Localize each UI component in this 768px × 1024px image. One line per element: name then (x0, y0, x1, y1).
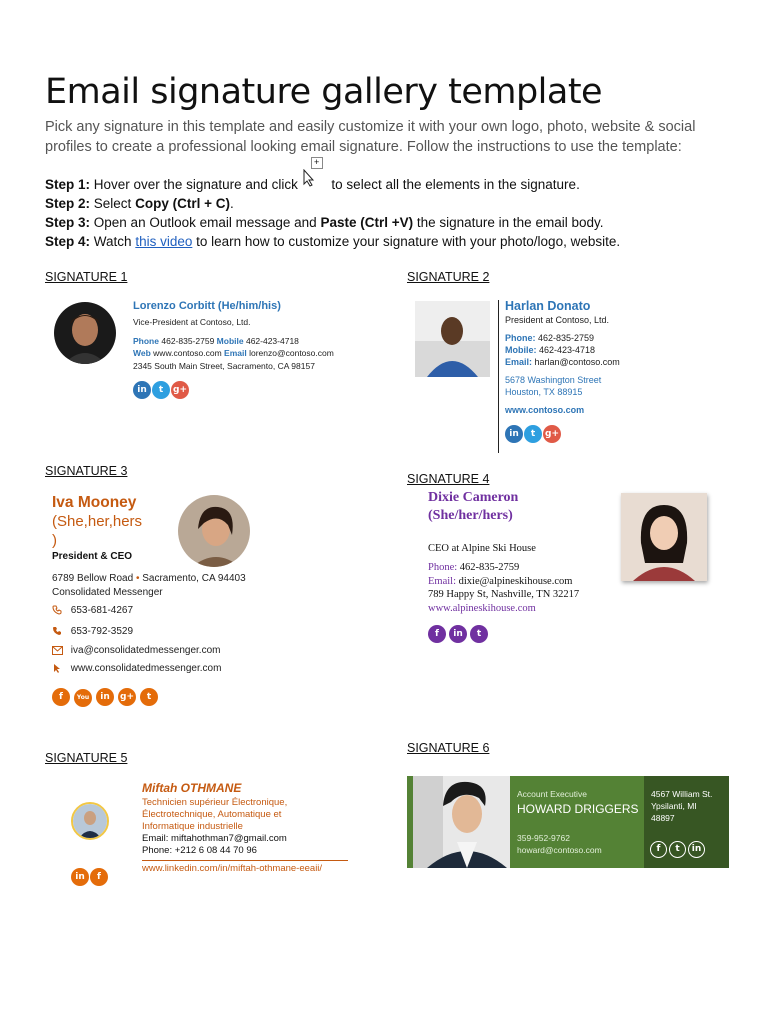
sig2-email-link[interactable]: harlan@contoso.com (534, 357, 620, 367)
sig5-email[interactable]: Email: miftahothman7@gmail.com (142, 833, 287, 844)
step-3-text: Open an Outlook email message and (93, 215, 317, 230)
sig6-photo (413, 776, 510, 868)
sig4-web[interactable]: www.alpineskihouse.com (428, 603, 536, 614)
sig3-phone2-row (52, 626, 133, 637)
sig6-phone: 359-952-9762 (517, 833, 570, 843)
step-4-label: Step 4: (45, 234, 91, 249)
sig3-web-link[interactable]: www.consolidatedmessenger.com (70, 663, 222, 674)
step-3-end: the signature in the email body. (416, 215, 604, 230)
sig2-phone-row (505, 333, 594, 343)
sig3-pronouns-end: ) (52, 532, 57, 549)
facebook-icon[interactable]: f (52, 688, 70, 706)
sig6-address-panel (644, 776, 729, 868)
sig4-email-link[interactable]: dixie@alpineskihouse.com (458, 576, 573, 587)
sig2-photo (415, 301, 490, 377)
linkedin-icon[interactable]: in (71, 868, 89, 886)
sig4-phone-label: Phone: (428, 562, 458, 573)
sig4-title: CEO at Alpine Ski House (428, 543, 536, 554)
step-4 (45, 232, 620, 251)
sig4-email-label: Email: (428, 576, 456, 587)
intro-text: Pick any signature in this template and easily customize it with your own logo, photo, website & social profiles to create a professional looking email signature. Follow the instructions to use the template: (45, 119, 696, 155)
sig6-email[interactable]: howard@contoso.com (517, 845, 602, 855)
pointer-icon (52, 663, 62, 673)
sig4-pronouns: (She/her/hers) (428, 508, 513, 523)
step-3-label: Step 3: (45, 215, 91, 230)
sig2-email-row (505, 357, 620, 367)
sig5-photo (71, 802, 109, 840)
sig2-street: 5678 Washington Street (505, 375, 602, 385)
sig6-card (407, 776, 729, 868)
sig1-phones (133, 336, 299, 346)
sig5-social (71, 866, 109, 886)
signature-4-heading: SIGNATURE 4 (407, 472, 490, 486)
sig2-divider (498, 300, 499, 453)
sig3-email-row (52, 645, 220, 656)
sig2-city: Houston, TX 88915 (505, 387, 583, 397)
sig5-role-line2: Électrotechnique, Automatique et (142, 809, 282, 820)
signature-6-heading: SIGNATURE 6 (407, 741, 490, 755)
sig6-addr1: 4567 William St. (651, 789, 713, 799)
sig2-mobile-row (505, 345, 595, 355)
sig3-address: 6789 Bellow Road • Sacramento, CA 94403 (52, 573, 246, 584)
signature-3-heading: SIGNATURE 3 (45, 464, 128, 478)
sig6-name: HOWARD DRIGGERS (517, 802, 639, 816)
page-title: Email signature gallery template (45, 72, 603, 112)
step-1-text-end: to select all the elements in the signature. (331, 177, 580, 192)
step-2-text: Select (93, 196, 132, 211)
facebook-icon[interactable]: f (428, 625, 446, 643)
sig3-phone2: 653-792-3529 (70, 626, 134, 637)
linkedin-icon[interactable]: in (505, 425, 523, 443)
sig1-phone-label: Phone (133, 336, 159, 346)
sig1-name: Lorenzo Corbitt (He/him/his) (133, 300, 281, 312)
sig2-name: Harlan Donato (505, 299, 591, 313)
sig5-phone: Phone: +212 6 08 44 70 96 (142, 845, 257, 856)
step-1-label: Step 1: (45, 177, 91, 192)
sig5-web[interactable]: www.linkedin.com/in/miftah-othmane-eeaii/ (142, 863, 323, 874)
twitter-icon[interactable]: t (669, 841, 686, 858)
mail-icon (52, 646, 63, 655)
sig1-mobile: 462-423-4718 (245, 336, 299, 346)
sig3-pronouns: (She,her,hers (52, 513, 143, 530)
signature-5-heading: SIGNATURE 5 (45, 751, 128, 765)
sig1-web-label: Web (133, 348, 151, 358)
sig3-city: Sacramento, CA 94403 (142, 573, 246, 584)
google-plus-icon[interactable]: g+ (171, 381, 189, 399)
signature-1-heading: SIGNATURE 1 (45, 270, 128, 284)
linkedin-icon[interactable]: in (133, 381, 151, 399)
linkedin-icon[interactable]: in (449, 625, 467, 643)
sig5-role-line3: Informatique industrielle (142, 821, 243, 832)
sig1-email-link[interactable]: lorenzo@contoso.com (249, 348, 334, 358)
sig3-web-row (52, 663, 221, 674)
step-1 (45, 157, 620, 194)
step-1-text: Hover over the signature and click (93, 177, 298, 192)
sig4-address: 789 Happy St, Nashville, TN 32217 (428, 589, 580, 600)
sig2-social (505, 423, 562, 443)
step-3-bold: Paste (Ctrl +V) (320, 215, 414, 230)
step-2-end: . (229, 196, 234, 211)
sig3-phone1-row (52, 605, 133, 616)
sig4-photo (621, 493, 707, 581)
step-3 (45, 213, 620, 232)
sig3-photo (178, 495, 250, 567)
cursor-icon (302, 169, 316, 187)
google-plus-icon[interactable]: g+ (118, 688, 136, 706)
facebook-icon[interactable]: f (650, 841, 667, 858)
sig4-email-row (428, 576, 572, 587)
phone-icon (52, 605, 62, 615)
sig6-addr2: Ypsilanti, MI (651, 801, 697, 811)
sig6-addr3: 48897 (651, 813, 675, 823)
sig1-social (133, 379, 190, 399)
sig3-title: President & CEO (52, 551, 133, 562)
sig2-web[interactable]: www.contoso.com (505, 405, 585, 415)
signature-2-heading: SIGNATURE 2 (407, 270, 490, 284)
sig1-address: 2345 South Main Street, Sacramento, CA 98157 (133, 361, 315, 371)
twitter-icon[interactable]: t (470, 625, 488, 643)
sig2-email-label: Email: (505, 357, 533, 367)
sig1-web-email (133, 348, 334, 358)
sig2-mobile: 462-423-4718 (539, 345, 596, 355)
sig4-name: Dixie Cameron (428, 490, 519, 505)
sig3-social (52, 686, 159, 707)
sig3-phone1: 653-681-4267 (70, 605, 134, 616)
sig3-street: 6789 Bellow Road (52, 573, 134, 584)
sig3-name: Iva Mooney (52, 494, 137, 511)
twitter-icon[interactable]: t (140, 688, 158, 706)
move-handle-icon[interactable]: + (311, 157, 323, 169)
sig1-email-label: Email (224, 348, 247, 358)
sig5-name: Miftah OTHMANE (142, 781, 242, 795)
youtube-icon[interactable]: You (74, 689, 92, 707)
sig2-phone: 462-835-2759 (538, 333, 595, 343)
steps-list (45, 157, 621, 251)
sig5-role-line1: Technicien supérieur Électronique, (142, 797, 288, 808)
linkedin-icon[interactable]: in (96, 688, 114, 706)
step-2-label: Step 2: (45, 196, 91, 211)
sig4-phone: 462-835-2759 (459, 562, 520, 573)
sig1-phone: 462-835-2759 (161, 336, 215, 346)
step-2 (45, 194, 620, 213)
sig1-mobile-label: Mobile (216, 336, 244, 346)
sig2-mobile-label: Mobile: (505, 345, 537, 355)
twitter-icon[interactable]: t (524, 425, 542, 443)
sig6-role: Account Executive (517, 789, 587, 799)
sig3-company: Consolidated Messenger (52, 587, 163, 598)
sig2-phone-label: Phone: (505, 333, 536, 343)
sig4-social (428, 623, 489, 643)
sig1-title: Vice-President at Contoso, Ltd. (133, 317, 251, 327)
google-plus-icon[interactable]: g+ (543, 425, 561, 443)
mobile-phone-icon (52, 626, 62, 636)
twitter-icon[interactable]: t (152, 381, 170, 399)
facebook-icon[interactable]: f (90, 868, 108, 886)
sig3-email-link[interactable]: iva@consolidatedmessenger.com (70, 645, 221, 656)
sig1-web-link[interactable]: www.contoso.com (153, 348, 222, 358)
sig5-divider (142, 860, 348, 861)
sig2-title: President at Contoso, Ltd. (505, 315, 610, 325)
sig1-photo (54, 302, 116, 364)
step-4-end: to learn how to customize your signature with your photo/logo, website. (196, 234, 621, 249)
video-link[interactable]: this video (135, 234, 193, 249)
sig4-phone-row (428, 562, 519, 573)
sig6-social (650, 838, 706, 858)
linkedin-icon[interactable]: in (688, 841, 705, 858)
step-2-bold: Copy (Ctrl + C) (135, 196, 230, 211)
step-4-text: Watch (93, 234, 132, 249)
